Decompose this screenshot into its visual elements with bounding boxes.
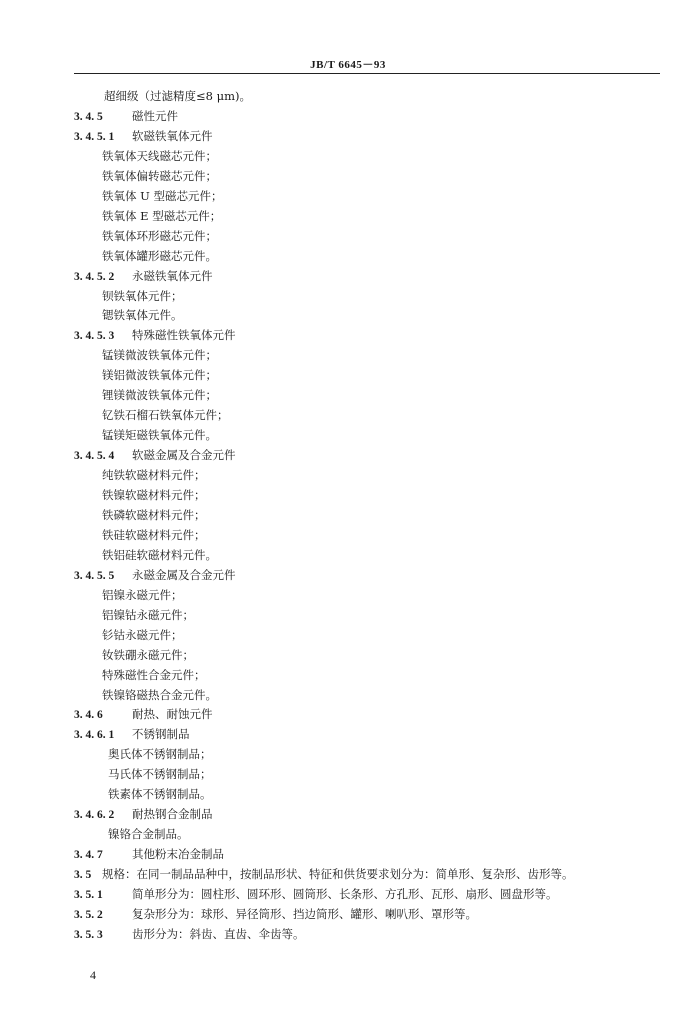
list-item [102,467,206,483]
section-heading [74,327,236,344]
line-text: 铁氧体罐形磁芯元件。 [102,248,217,263]
line-text: 钕铁硼永磁元件； [102,647,194,662]
section-heading [74,108,178,125]
line-text: 软磁铁氧体元件 [132,128,213,143]
line-text: 超细级（过滤精度≤8 μm)。 [104,89,251,103]
section-heading [74,706,213,723]
line-text: 耐热钢合金制品 [132,807,213,822]
section-number: 3. 5. 3 [74,928,103,941]
line-text: 锶铁氧体元件。 [102,308,183,323]
page-number: 4 [90,968,96,982]
line-text: 特殊磁性铁氧体元件 [132,328,236,343]
list-item [108,786,212,802]
line-text: 铁氧体 U 型磁芯元件； [102,188,223,203]
line-text: 特殊磁性合金元件； [102,667,206,682]
section-heading [74,726,190,743]
line-text: 钇铁石榴石铁氧体元件； [102,408,229,423]
list-item [108,826,189,842]
list-item [102,288,183,304]
line-text: 磁性元件 [132,108,178,123]
list-item [102,627,183,643]
section-number: 3. 4. 5 [74,110,103,123]
line-text: 软磁金属及合金元件 [132,448,236,463]
section-number: 3. 4. 5. 3 [74,330,115,343]
line-text: 齿形分为：斜齿、直齿、伞齿等。 [132,926,305,941]
line-text: 锰镁微波铁氧体元件； [102,348,217,363]
line-text: 简单形分为：圆柱形、圆环形、圆筒形、长条形、方孔形、瓦形、扇形、圆盘形等。 [132,887,558,901]
line-text: 铁氧体天线磁芯元件； [102,148,217,163]
list-item [102,347,217,363]
line-text: 铁氧体环形磁芯元件； [102,228,217,243]
section-heading [74,846,224,863]
line-text: 铁铝硅软磁材料元件。 [102,547,217,562]
list-item [102,647,194,663]
line-text: 铝镍钴永磁元件； [102,607,194,622]
section-number: 3. 4. 5. 2 [74,270,115,283]
list-item [108,746,212,762]
list-item [102,687,217,703]
section-number: 3. 5 [74,869,92,882]
list-item [102,607,194,623]
line-text: 铁镍铬磁热合金元件。 [102,687,217,702]
line-text: 不锈钢制品 [132,727,190,742]
section-heading [74,567,236,584]
list-item [104,88,251,104]
list-item [102,168,217,184]
list-item [102,228,217,244]
section-heading [74,926,305,943]
section-number: 3. 4. 5. 4 [74,450,115,463]
section-number: 3. 4. 7 [74,849,103,862]
section-heading [74,447,236,464]
section-number: 3. 4. 5. 5 [74,569,115,582]
line-text: 钐钴永磁元件； [102,627,183,642]
section-heading [74,128,213,145]
line-text: 奥氏体不锈钢制品； [108,747,212,762]
list-item [102,587,183,603]
line-text: 铝镍永磁元件； [102,587,183,602]
line-text: 铁氧体偏转磁芯元件； [102,168,217,183]
line-text: 铁磷软磁材料元件； [102,507,206,522]
section-number: 3. 4. 5. 1 [74,130,115,143]
list-item [102,547,217,563]
list-item [102,507,206,523]
line-text: 纯铁软磁材料元件； [102,468,206,483]
list-item [102,407,229,423]
line-text: 铁氧体 E 型磁芯元件； [102,208,222,223]
list-item [108,766,212,782]
section-heading [74,806,213,823]
list-item [102,307,183,323]
list-item [102,367,217,383]
header-rule [74,73,660,74]
line-text: 马氏体不锈钢制品； [108,767,212,782]
list-item [102,527,206,543]
line-text: 其他粉末冶金制品 [132,847,224,862]
list-item [102,188,223,204]
section-heading [74,886,558,903]
line-text: 锰镁矩磁铁氧体元件。 [102,428,217,443]
line-text: 耐热、耐蚀元件 [132,707,213,722]
section-number: 3. 5. 1 [74,889,103,901]
line-text: 规格：在同一制品品种中，按制品形状、特征和供货要求划分为：简单形、复杂形、齿形等。 [102,867,574,882]
line-text: 铁素体不锈钢制品。 [108,787,212,802]
line-text: 永磁铁氧体元件 [132,268,213,283]
line-text: 镁铝微波铁氧体元件； [102,368,217,383]
line-text: 钡铁氧体元件； [102,288,183,303]
line-text: 镍铬合金制品。 [108,827,189,842]
line-text: 复杂形分为：球形、异径筒形、挡边筒形、罐形、喇叭形、罩形等。 [132,906,477,921]
section-heading [74,268,213,285]
list-item [102,487,206,503]
section-heading [74,866,574,883]
line-text: 铁镍软磁材料元件； [102,488,206,502]
section-number: 3. 4. 6 [74,709,103,722]
line-text: 锂镁微波铁氧体元件； [102,388,217,403]
list-item [102,387,217,403]
line-text: 永磁金属及合金元件 [132,567,236,582]
section-number: 3. 4. 6. 1 [74,729,115,742]
line-text: 铁硅软磁材料元件； [102,527,206,542]
list-item [102,148,217,164]
section-number: 3. 5. 2 [74,908,103,921]
standard-number-header: JB/T 6645－93 [310,59,386,71]
list-item [102,667,206,683]
list-item [102,248,217,264]
list-item [102,208,221,224]
list-item [102,427,217,443]
section-heading [74,906,477,923]
section-number: 3. 4. 6. 2 [74,809,115,822]
